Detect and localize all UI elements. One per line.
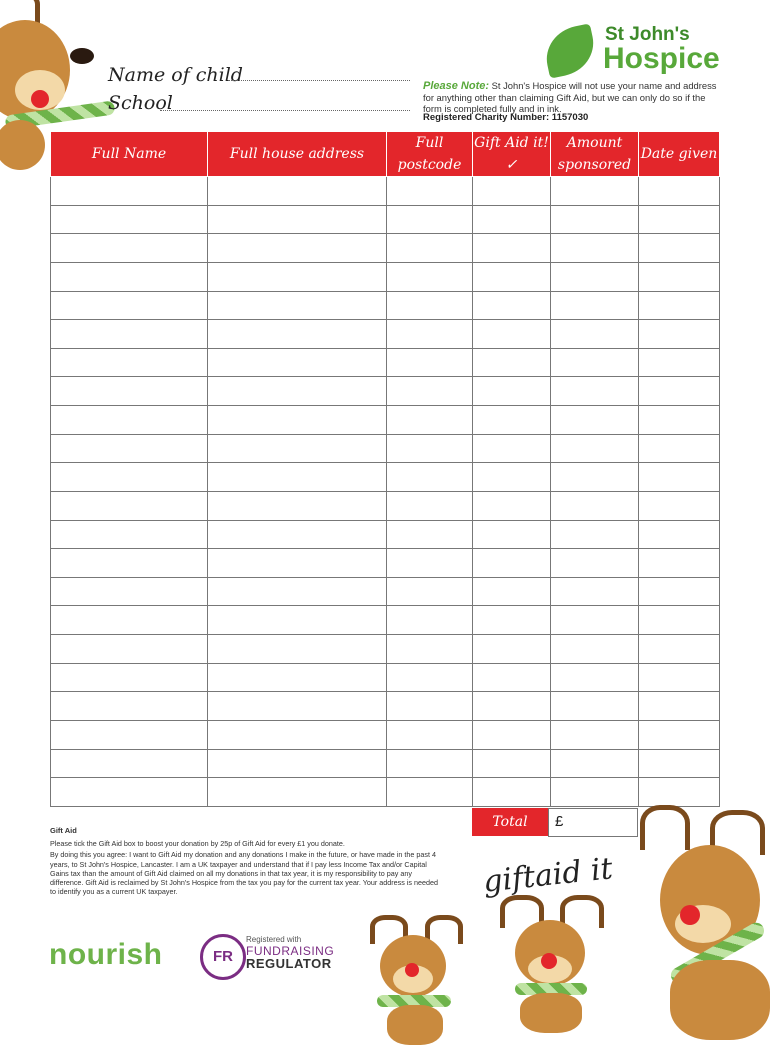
- table-row: [51, 663, 720, 692]
- cell-date[interactable]: [639, 692, 720, 721]
- sponsor-table: [50, 131, 720, 807]
- cell-full-name[interactable]: [51, 463, 208, 492]
- cell-postcode[interactable]: [387, 520, 473, 549]
- column-header-full-name: Full Name: [51, 132, 208, 177]
- cell-gift-aid[interactable]: [473, 692, 551, 721]
- cell-postcode[interactable]: [387, 749, 473, 778]
- cell-date[interactable]: [639, 549, 720, 578]
- oak-leaf-icon: [541, 23, 599, 78]
- table-row: [51, 549, 720, 578]
- cell-amount[interactable]: [551, 663, 639, 692]
- cell-amount[interactable]: [551, 205, 639, 234]
- cell-date[interactable]: [639, 778, 720, 807]
- cell-amount[interactable]: [551, 606, 639, 635]
- cell-gift-aid[interactable]: [473, 234, 551, 263]
- cell-address[interactable]: [208, 520, 387, 549]
- cell-date[interactable]: [639, 262, 720, 291]
- total-label: Total: [472, 808, 548, 836]
- child-name-label: Name of child: [108, 64, 243, 86]
- cell-gift-aid[interactable]: [473, 177, 551, 206]
- logo-line-2: Hospice: [603, 42, 720, 75]
- cell-full-name[interactable]: [51, 234, 208, 263]
- cell-full-name[interactable]: [51, 720, 208, 749]
- note-prefix: Please Note:: [423, 80, 490, 92]
- cell-postcode[interactable]: [387, 291, 473, 320]
- cell-address[interactable]: [208, 291, 387, 320]
- cell-gift-aid[interactable]: [473, 778, 551, 807]
- cell-full-name[interactable]: [51, 491, 208, 520]
- cell-address[interactable]: [208, 749, 387, 778]
- column-header-gift-aid: Gift Aid it! ✓: [473, 132, 551, 177]
- cell-address[interactable]: [208, 234, 387, 263]
- cell-postcode[interactable]: [387, 377, 473, 406]
- cell-gift-aid[interactable]: [473, 377, 551, 406]
- cell-date[interactable]: [639, 720, 720, 749]
- cell-postcode[interactable]: [387, 663, 473, 692]
- cell-amount[interactable]: [551, 463, 639, 492]
- cell-gift-aid[interactable]: [473, 205, 551, 234]
- cell-gift-aid[interactable]: [473, 491, 551, 520]
- cell-amount[interactable]: [551, 577, 639, 606]
- fr-badge-icon: FR: [200, 934, 246, 980]
- table-row: [51, 291, 720, 320]
- cell-date[interactable]: [639, 663, 720, 692]
- cell-date[interactable]: [639, 577, 720, 606]
- gift-aid-declaration: [50, 826, 445, 898]
- cell-address[interactable]: [208, 320, 387, 349]
- cell-full-name[interactable]: [51, 635, 208, 664]
- cell-address[interactable]: [208, 177, 387, 206]
- cell-address[interactable]: [208, 205, 387, 234]
- cell-gift-aid[interactable]: [473, 549, 551, 578]
- cell-full-name[interactable]: [51, 348, 208, 377]
- cell-postcode[interactable]: [387, 177, 473, 206]
- table-header-row: [51, 132, 720, 177]
- nourish-logo: nourish: [49, 938, 163, 971]
- cell-postcode[interactable]: [387, 606, 473, 635]
- cell-amount[interactable]: [551, 348, 639, 377]
- cell-full-name[interactable]: [51, 205, 208, 234]
- currency-symbol: £: [555, 813, 564, 830]
- cell-amount[interactable]: [551, 434, 639, 463]
- reindeer-illustration-large: [640, 805, 770, 1024]
- reindeer-illustration-small: [365, 915, 465, 1024]
- total-field[interactable]: [548, 808, 638, 837]
- cell-full-name[interactable]: [51, 520, 208, 549]
- cell-date[interactable]: [639, 606, 720, 635]
- cell-amount[interactable]: [551, 549, 639, 578]
- column-header-postcode: Full postcode: [387, 132, 473, 177]
- cell-date[interactable]: [639, 463, 720, 492]
- cell-date[interactable]: [639, 320, 720, 349]
- cell-full-name[interactable]: [51, 549, 208, 578]
- cell-full-name[interactable]: [51, 434, 208, 463]
- note-text: St John's Hospice will not use your name and address for anything other than claiming Gift Aid, but we can only do so if the form is completed fully and in ink.: [423, 80, 717, 114]
- cell-address[interactable]: [208, 406, 387, 435]
- cell-gift-aid[interactable]: [473, 348, 551, 377]
- cell-postcode[interactable]: [387, 720, 473, 749]
- cell-address[interactable]: [208, 463, 387, 492]
- charity-number: Registered Charity Number: 1157030: [423, 112, 589, 123]
- cell-gift-aid[interactable]: [473, 262, 551, 291]
- cell-date[interactable]: [639, 348, 720, 377]
- cell-postcode[interactable]: [387, 635, 473, 664]
- reindeer-illustration-top-left: [0, 0, 120, 140]
- cell-date[interactable]: [639, 177, 720, 206]
- cell-gift-aid[interactable]: [473, 291, 551, 320]
- cell-postcode[interactable]: [387, 692, 473, 721]
- cell-full-name[interactable]: [51, 778, 208, 807]
- cell-address[interactable]: [208, 262, 387, 291]
- cell-date[interactable]: [639, 291, 720, 320]
- cell-address[interactable]: [208, 491, 387, 520]
- column-header-amount: Amount sponsored: [551, 132, 639, 177]
- gift-aid-heading: Gift Aid: [50, 826, 77, 835]
- cell-postcode[interactable]: [387, 549, 473, 578]
- cell-postcode[interactable]: [387, 434, 473, 463]
- cell-amount[interactable]: [551, 692, 639, 721]
- cell-address[interactable]: [208, 377, 387, 406]
- cell-address[interactable]: [208, 720, 387, 749]
- cell-postcode[interactable]: [387, 348, 473, 377]
- please-note: [423, 80, 721, 114]
- cell-gift-aid[interactable]: [473, 577, 551, 606]
- table-row: [51, 692, 720, 721]
- table-row: [51, 377, 720, 406]
- cell-full-name[interactable]: [51, 663, 208, 692]
- cell-amount[interactable]: [551, 234, 639, 263]
- reindeer-illustration-star-eyes: [480, 895, 610, 1024]
- column-header-address: Full house address: [208, 132, 387, 177]
- cell-gift-aid[interactable]: [473, 463, 551, 492]
- cell-date[interactable]: [639, 377, 720, 406]
- cell-address[interactable]: [208, 663, 387, 692]
- cell-gift-aid[interactable]: [473, 663, 551, 692]
- cell-full-name[interactable]: [51, 177, 208, 206]
- cell-full-name[interactable]: [51, 577, 208, 606]
- cell-amount[interactable]: [551, 177, 639, 206]
- cell-full-name[interactable]: [51, 377, 208, 406]
- cell-amount[interactable]: [551, 778, 639, 807]
- gift-aid-para-1: Please tick the Gift Aid box to boost your donation by 25p of Gift Aid for every £1 you donate.: [50, 839, 345, 849]
- table-row: [51, 434, 720, 463]
- child-name-field[interactable]: [228, 80, 410, 81]
- cell-full-name[interactable]: [51, 262, 208, 291]
- cell-date[interactable]: [639, 491, 720, 520]
- cell-postcode[interactable]: [387, 320, 473, 349]
- cell-postcode[interactable]: [387, 778, 473, 807]
- table-row: [51, 234, 720, 263]
- cell-gift-aid[interactable]: [473, 434, 551, 463]
- cell-postcode[interactable]: [387, 406, 473, 435]
- table-row: [51, 205, 720, 234]
- table-row: [51, 177, 720, 206]
- cell-gift-aid[interactable]: [473, 749, 551, 778]
- cell-date[interactable]: [639, 749, 720, 778]
- gift-aid-para-2: By doing this you agree: I want to Gift Aid my donation and any donations I make in the future, or have made in the past 4 years, to St John's Hospice, Lancaster. I am a UK taxpayer and understand that if I pay less Income Tax and/or Capital Gains tax than the amount of Gift Aid claimed on all my donations in that tax year, it is my responsibility to pay any difference. Gift Aid is reclaimed by St John's Hospice from the tax you pay for the current tax year. Your address is needed to identify you as a current UK taxpayer.: [50, 850, 438, 897]
- table-row: [51, 720, 720, 749]
- cell-amount[interactable]: [551, 635, 639, 664]
- cell-date[interactable]: [639, 406, 720, 435]
- cell-amount[interactable]: [551, 291, 639, 320]
- table-row: [51, 749, 720, 778]
- table-row: [51, 778, 720, 807]
- cell-date[interactable]: [639, 434, 720, 463]
- cell-gift-aid[interactable]: [473, 720, 551, 749]
- fr-registered-text: Registered with: [246, 935, 302, 944]
- cell-amount[interactable]: [551, 520, 639, 549]
- fr-fundraising-text: FUNDRAISING: [246, 944, 335, 958]
- table-row: [51, 635, 720, 664]
- giftaid-it-logo: giftaid it: [481, 851, 615, 900]
- cell-full-name[interactable]: [51, 749, 208, 778]
- cell-full-name[interactable]: [51, 692, 208, 721]
- cell-address[interactable]: [208, 635, 387, 664]
- cell-address[interactable]: [208, 606, 387, 635]
- cell-postcode[interactable]: [387, 262, 473, 291]
- cell-address[interactable]: [208, 577, 387, 606]
- cell-amount[interactable]: [551, 749, 639, 778]
- cell-postcode[interactable]: [387, 205, 473, 234]
- cell-gift-aid[interactable]: [473, 635, 551, 664]
- cell-amount[interactable]: [551, 262, 639, 291]
- cell-gift-aid[interactable]: [473, 406, 551, 435]
- cell-gift-aid[interactable]: [473, 606, 551, 635]
- cell-amount[interactable]: [551, 720, 639, 749]
- cell-postcode[interactable]: [387, 577, 473, 606]
- table-row: [51, 463, 720, 492]
- cell-full-name[interactable]: [51, 406, 208, 435]
- cell-address[interactable]: [208, 778, 387, 807]
- cell-gift-aid[interactable]: [473, 520, 551, 549]
- cell-address[interactable]: [208, 692, 387, 721]
- cell-date[interactable]: [639, 635, 720, 664]
- table-row: [51, 348, 720, 377]
- cell-address[interactable]: [208, 549, 387, 578]
- cell-date[interactable]: [639, 234, 720, 263]
- cell-amount[interactable]: [551, 406, 639, 435]
- cell-address[interactable]: [208, 434, 387, 463]
- school-label: School: [108, 92, 173, 114]
- table-row: [51, 320, 720, 349]
- cell-amount[interactable]: [551, 491, 639, 520]
- logo-line-1: St John's: [605, 24, 690, 45]
- fr-regulator-text: REGULATOR: [246, 956, 332, 971]
- table-row: [51, 577, 720, 606]
- cell-postcode[interactable]: [387, 234, 473, 263]
- school-field[interactable]: [160, 110, 410, 111]
- cell-gift-aid[interactable]: [473, 320, 551, 349]
- cell-postcode[interactable]: [387, 491, 473, 520]
- column-header-date: Date given: [639, 132, 720, 177]
- cell-date[interactable]: [639, 205, 720, 234]
- cell-amount[interactable]: [551, 320, 639, 349]
- cell-full-name[interactable]: [51, 320, 208, 349]
- cell-postcode[interactable]: [387, 463, 473, 492]
- cell-full-name[interactable]: [51, 291, 208, 320]
- cell-amount[interactable]: [551, 377, 639, 406]
- table-row: [51, 606, 720, 635]
- cell-date[interactable]: [639, 520, 720, 549]
- table-row: [51, 406, 720, 435]
- table-row: [51, 491, 720, 520]
- cell-full-name[interactable]: [51, 606, 208, 635]
- table-row: [51, 262, 720, 291]
- cell-address[interactable]: [208, 348, 387, 377]
- table-row: [51, 520, 720, 549]
